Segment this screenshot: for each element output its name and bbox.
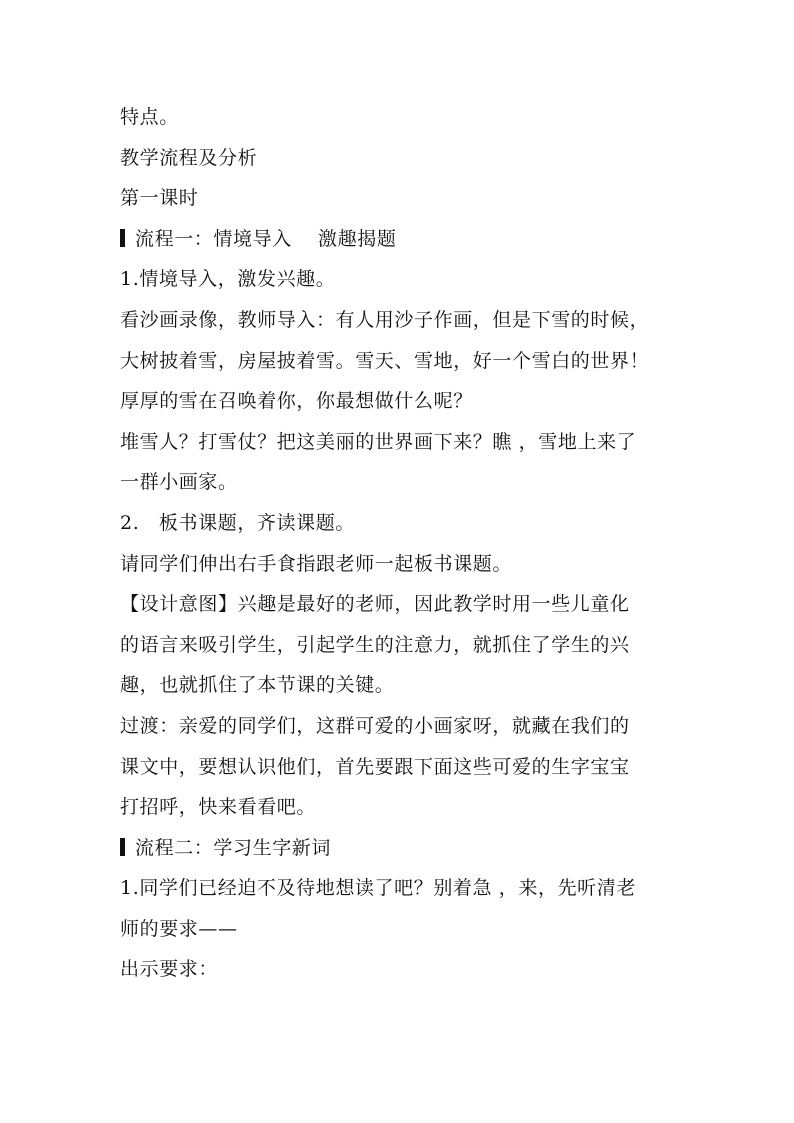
line-text: 看沙画录像，教师导入：有人用沙子作画，但是下雪的时候， (120, 308, 650, 331)
text-line (120, 462, 680, 503)
text-line (120, 503, 680, 544)
section-heading (120, 219, 680, 260)
line-text: 流程二：学习生字新词 (135, 836, 332, 859)
text-line (120, 259, 680, 300)
line-text: 1.情境导入，激发兴趣。 (120, 268, 336, 291)
text-line (120, 868, 680, 909)
line-text: 流程一：情境导入 激趣揭题 (135, 227, 397, 250)
line-text: 师的要求—— (120, 917, 238, 940)
section-heading (120, 828, 680, 869)
text-line (120, 381, 680, 422)
line-text: 2. 板书课题，齐读课题。 (120, 511, 355, 534)
text-line (120, 178, 680, 219)
line-text: 厚厚的雪在召唤着你，你最想做什么呢？ (120, 390, 473, 413)
line-text: 【设计意图】兴趣是最好的老师，因此教学时用一些儿童化 (120, 593, 630, 616)
line-text: 出示要求： (120, 958, 219, 981)
line-text: 特点。 (120, 106, 179, 128)
line-text: 过渡：亲爱的同学们，这群可爱的小画家呀，就藏在我们的 (120, 714, 630, 737)
text-line (120, 300, 680, 341)
line-text: 第一课时 (120, 187, 199, 210)
section-marker-icon (120, 229, 125, 247)
line-text: 的语言来吸引学生，引起学生的注意力，就抓住了学生的兴 (120, 633, 630, 656)
text-line (120, 787, 680, 828)
document-body (120, 97, 680, 990)
line-text: 请同学们伸出右手食指跟老师一起板书课题。 (120, 552, 513, 575)
text-line (120, 138, 680, 179)
section-marker-icon (120, 838, 125, 856)
text-line (120, 625, 680, 666)
line-text: 课文中，要想认识他们，首先要跟下面这些可爱的生字宝宝 (120, 755, 630, 778)
line-text: 教学流程及分析 (120, 146, 258, 169)
text-line (120, 949, 680, 990)
line-text: 1.同学们已经迫不及待地想读了吧？别着急 ，来，先听清老 (120, 877, 636, 900)
line-text: 一群小画家。 (120, 471, 238, 494)
text-line (120, 909, 680, 950)
text-line (120, 97, 680, 138)
text-line (120, 341, 680, 382)
text-line (120, 544, 680, 585)
text-line (120, 706, 680, 747)
line-text: 趣，也就抓住了本节课的关键。 (120, 674, 395, 697)
line-text: 打招呼，快来看看吧。 (120, 796, 317, 819)
line-text: 堆雪人？打雪仗？把这美丽的世界画下来？瞧 ，雪地上来了 (120, 430, 637, 453)
text-line (120, 747, 680, 788)
line-text: 大树披着雪，房屋披着雪。雪天、雪地，好一个雪白的世界！ (120, 349, 650, 372)
text-line (120, 584, 680, 625)
text-line (120, 665, 680, 706)
text-line (120, 422, 680, 463)
